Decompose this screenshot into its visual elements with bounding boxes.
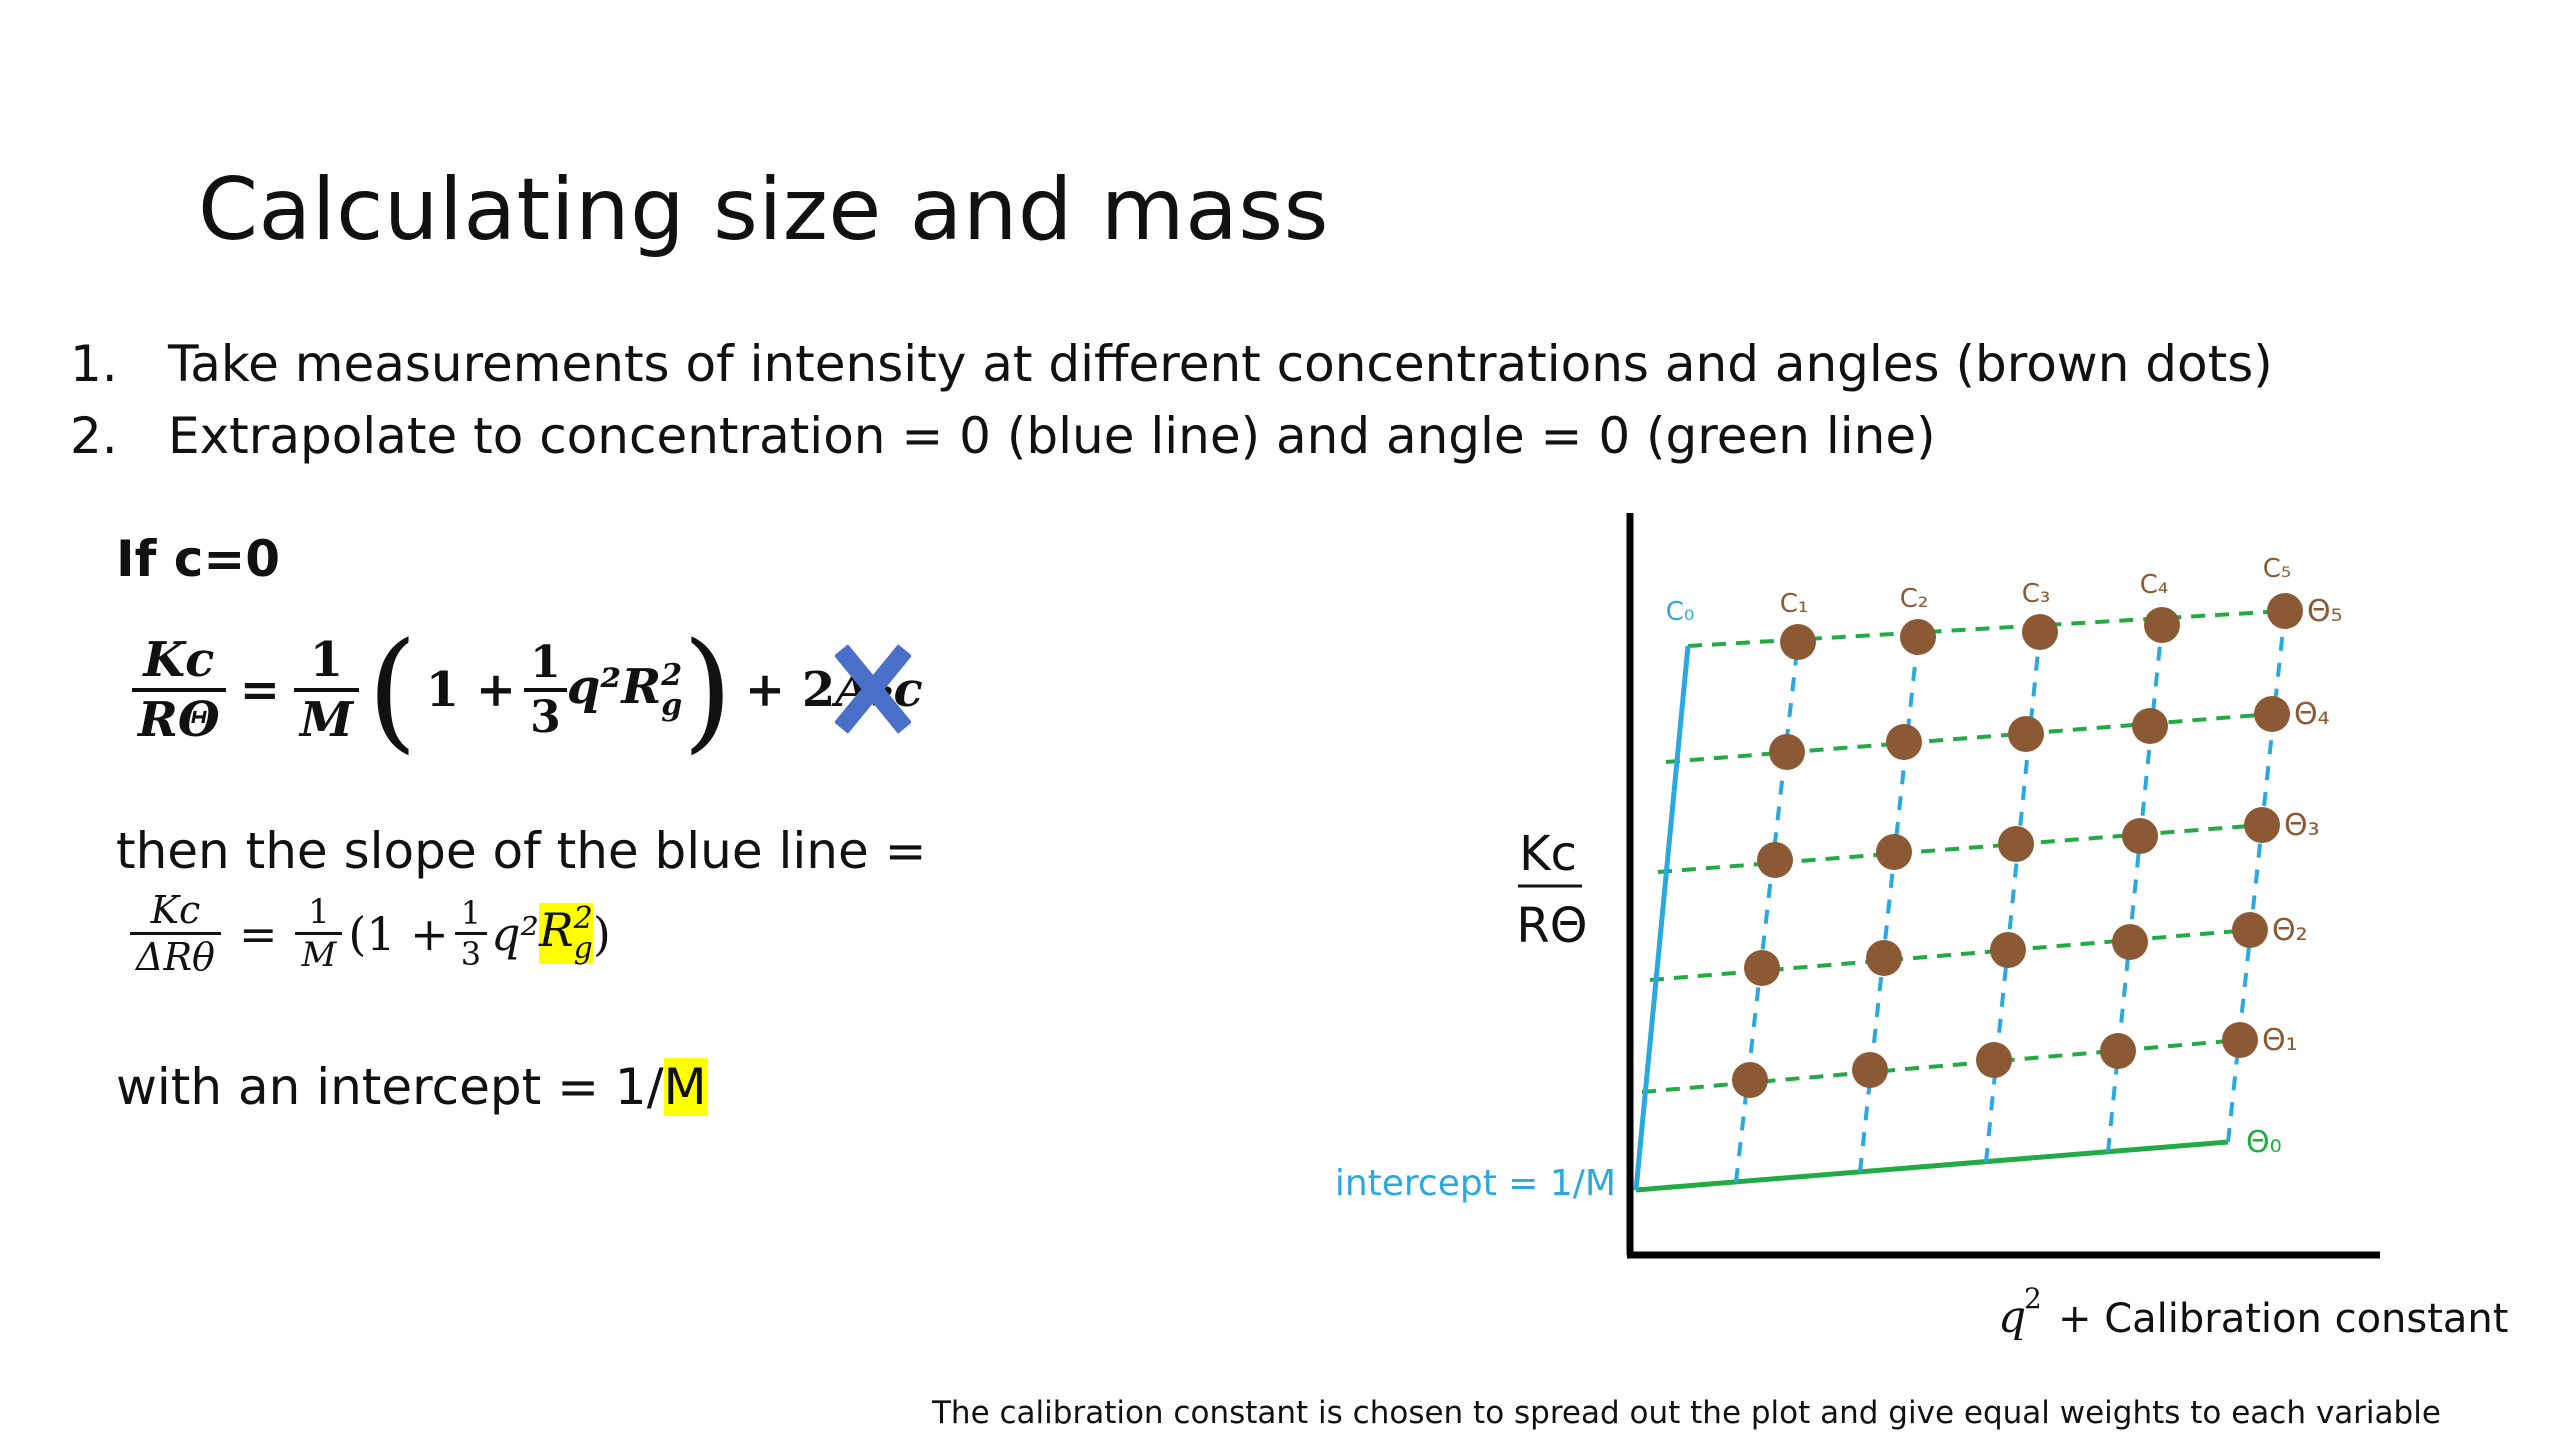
slope-text: then the slope of the blue line = bbox=[116, 822, 927, 880]
steps-list bbox=[70, 328, 2273, 472]
angle-label: Θ₃ bbox=[2284, 808, 2320, 843]
q-squared: q² bbox=[491, 906, 539, 961]
step-text: Take measurements of intensity at different concentrations and angles (brown dots) bbox=[168, 335, 2273, 393]
equation-slope bbox=[130, 888, 611, 979]
footnote: The calibration constant is chosen to spread out the plot and give equal weights to each variable bbox=[932, 1395, 2441, 1431]
y-label-numerator: Kc bbox=[1519, 826, 1577, 882]
x-label-text: + Calibration constant bbox=[2058, 1296, 2509, 1340]
measurement-dot bbox=[1886, 724, 1922, 760]
fraction-kc-dr bbox=[130, 888, 221, 979]
measurement-dot bbox=[2232, 912, 2268, 948]
concentration-label: C₃ bbox=[2021, 579, 2051, 609]
fraction-1-m bbox=[295, 892, 342, 975]
measurement-dot bbox=[2112, 924, 2148, 960]
grid-lines bbox=[1636, 611, 2285, 1190]
numerator: Kc bbox=[143, 632, 215, 688]
fraction-1-3 bbox=[524, 637, 567, 743]
paren-open-one: (1 + bbox=[348, 906, 449, 961]
step-2 bbox=[70, 400, 2273, 472]
equation-zimm bbox=[132, 614, 923, 766]
step-number: 1. bbox=[70, 335, 118, 393]
measurement-dot bbox=[1757, 842, 1793, 878]
angle-line bbox=[1650, 930, 2250, 980]
angle-labels bbox=[2246, 594, 2343, 1160]
a2c-term: A₂c bbox=[835, 662, 923, 718]
measurement-dot bbox=[2254, 696, 2290, 732]
measurement-dot bbox=[1866, 940, 1902, 976]
if-condition bbox=[116, 530, 280, 588]
angle-line bbox=[1658, 825, 2262, 872]
measurement-dot bbox=[2244, 807, 2280, 843]
angle-label: Θ₁ bbox=[2262, 1023, 2298, 1058]
measurement-dot bbox=[1998, 826, 2034, 862]
numerator: 1 bbox=[308, 892, 330, 932]
measurement-dot bbox=[1732, 1062, 1768, 1098]
denominator: 3 bbox=[455, 932, 487, 973]
measurement-dot bbox=[1900, 619, 1936, 655]
measurement-dot bbox=[2267, 593, 2303, 629]
angle-label: Θ₂ bbox=[2272, 913, 2308, 948]
denominator: M bbox=[295, 932, 342, 975]
paren-open: ( bbox=[367, 614, 418, 766]
angle-label: Θ₅ bbox=[2307, 594, 2343, 629]
fraction-1-3 bbox=[455, 894, 487, 973]
measurement-dot bbox=[1780, 624, 1816, 660]
paren-close: ) bbox=[592, 906, 611, 961]
measurement-dot bbox=[2122, 818, 2158, 854]
measurement-dot bbox=[1852, 1052, 1888, 1088]
intercept-text: with an intercept = 1/M bbox=[116, 1058, 707, 1116]
measurement-dot bbox=[1990, 932, 2026, 968]
angle-line bbox=[1666, 714, 2272, 762]
angle-line bbox=[1642, 1040, 2240, 1092]
concentration-label: C₄ bbox=[2139, 570, 2169, 600]
concentration-zero-line bbox=[1636, 646, 1688, 1190]
y-label-denominator: RΘ bbox=[1516, 898, 1588, 954]
concentration-label: C₁ bbox=[1779, 589, 1809, 619]
x-label-q: q bbox=[1998, 1292, 2027, 1340]
denominator: M bbox=[294, 688, 359, 748]
measurement-dot bbox=[1744, 950, 1780, 986]
crossed-term bbox=[835, 662, 923, 718]
q-squared-rg: q²R 2 g bbox=[566, 657, 683, 723]
numerator: 1 bbox=[460, 894, 482, 932]
plus-two: + 2 bbox=[744, 662, 836, 718]
intercept-label: intercept = 1/M bbox=[1334, 1163, 1616, 1204]
step-number: 2. bbox=[70, 407, 118, 465]
numerator: 1 bbox=[530, 637, 561, 688]
equals-sign: = bbox=[239, 662, 280, 718]
equals-sign: = bbox=[238, 906, 278, 961]
measurement-dot bbox=[2100, 1033, 2136, 1069]
concentration-line bbox=[1986, 632, 2040, 1162]
concentration-label: C₅ bbox=[2262, 554, 2292, 584]
angle-line bbox=[1688, 611, 2285, 646]
concentration-line bbox=[2228, 611, 2285, 1142]
fraction-kc-r bbox=[132, 632, 226, 748]
denominator: ΔRθ bbox=[130, 932, 221, 979]
highlighted-m: M bbox=[663, 1058, 707, 1116]
denominator: 3 bbox=[524, 688, 567, 743]
concentration-label: C₂ bbox=[1899, 584, 1929, 614]
measurement-dot bbox=[2222, 1022, 2258, 1058]
angle-label: Θ₄ bbox=[2294, 697, 2330, 732]
step-1 bbox=[70, 328, 2273, 400]
x-label-superscript: 2 bbox=[2024, 1282, 2042, 1315]
measurement-dot bbox=[2022, 614, 2058, 650]
measurement-dot bbox=[2144, 607, 2180, 643]
concentration-label: C₀ bbox=[1665, 597, 1695, 627]
step-text: Extrapolate to concentration = 0 (blue line) and angle = 0 (green line) bbox=[168, 407, 1936, 465]
measurement-dot bbox=[2008, 716, 2044, 752]
numerator: 1 bbox=[309, 632, 344, 688]
slide-title: Calculating size and mass bbox=[198, 160, 1329, 260]
angle-zero-line bbox=[1636, 1142, 2228, 1190]
if-label: If c=0 bbox=[116, 530, 281, 588]
concentration-line bbox=[2108, 625, 2162, 1152]
paren-close: ) bbox=[682, 614, 733, 766]
angle-label: Θ₀ bbox=[2246, 1125, 2282, 1160]
data-dots bbox=[1732, 593, 2303, 1098]
measurement-dot bbox=[2132, 708, 2168, 744]
fraction-1-m bbox=[294, 632, 359, 748]
denominator: RΘ bbox=[132, 688, 226, 748]
concentration-line bbox=[1736, 642, 1798, 1182]
highlighted-rg: R 2 g bbox=[538, 901, 593, 966]
measurement-dot bbox=[1876, 834, 1912, 870]
concentration-line bbox=[1860, 637, 1918, 1172]
measurement-dot bbox=[1769, 734, 1805, 770]
measurement-dot bbox=[1976, 1042, 2012, 1078]
cross-out-icon bbox=[835, 644, 911, 734]
inner-one: 1 + bbox=[425, 662, 517, 718]
zimm-plot bbox=[1300, 500, 2530, 1340]
numerator: Kc bbox=[150, 888, 201, 932]
